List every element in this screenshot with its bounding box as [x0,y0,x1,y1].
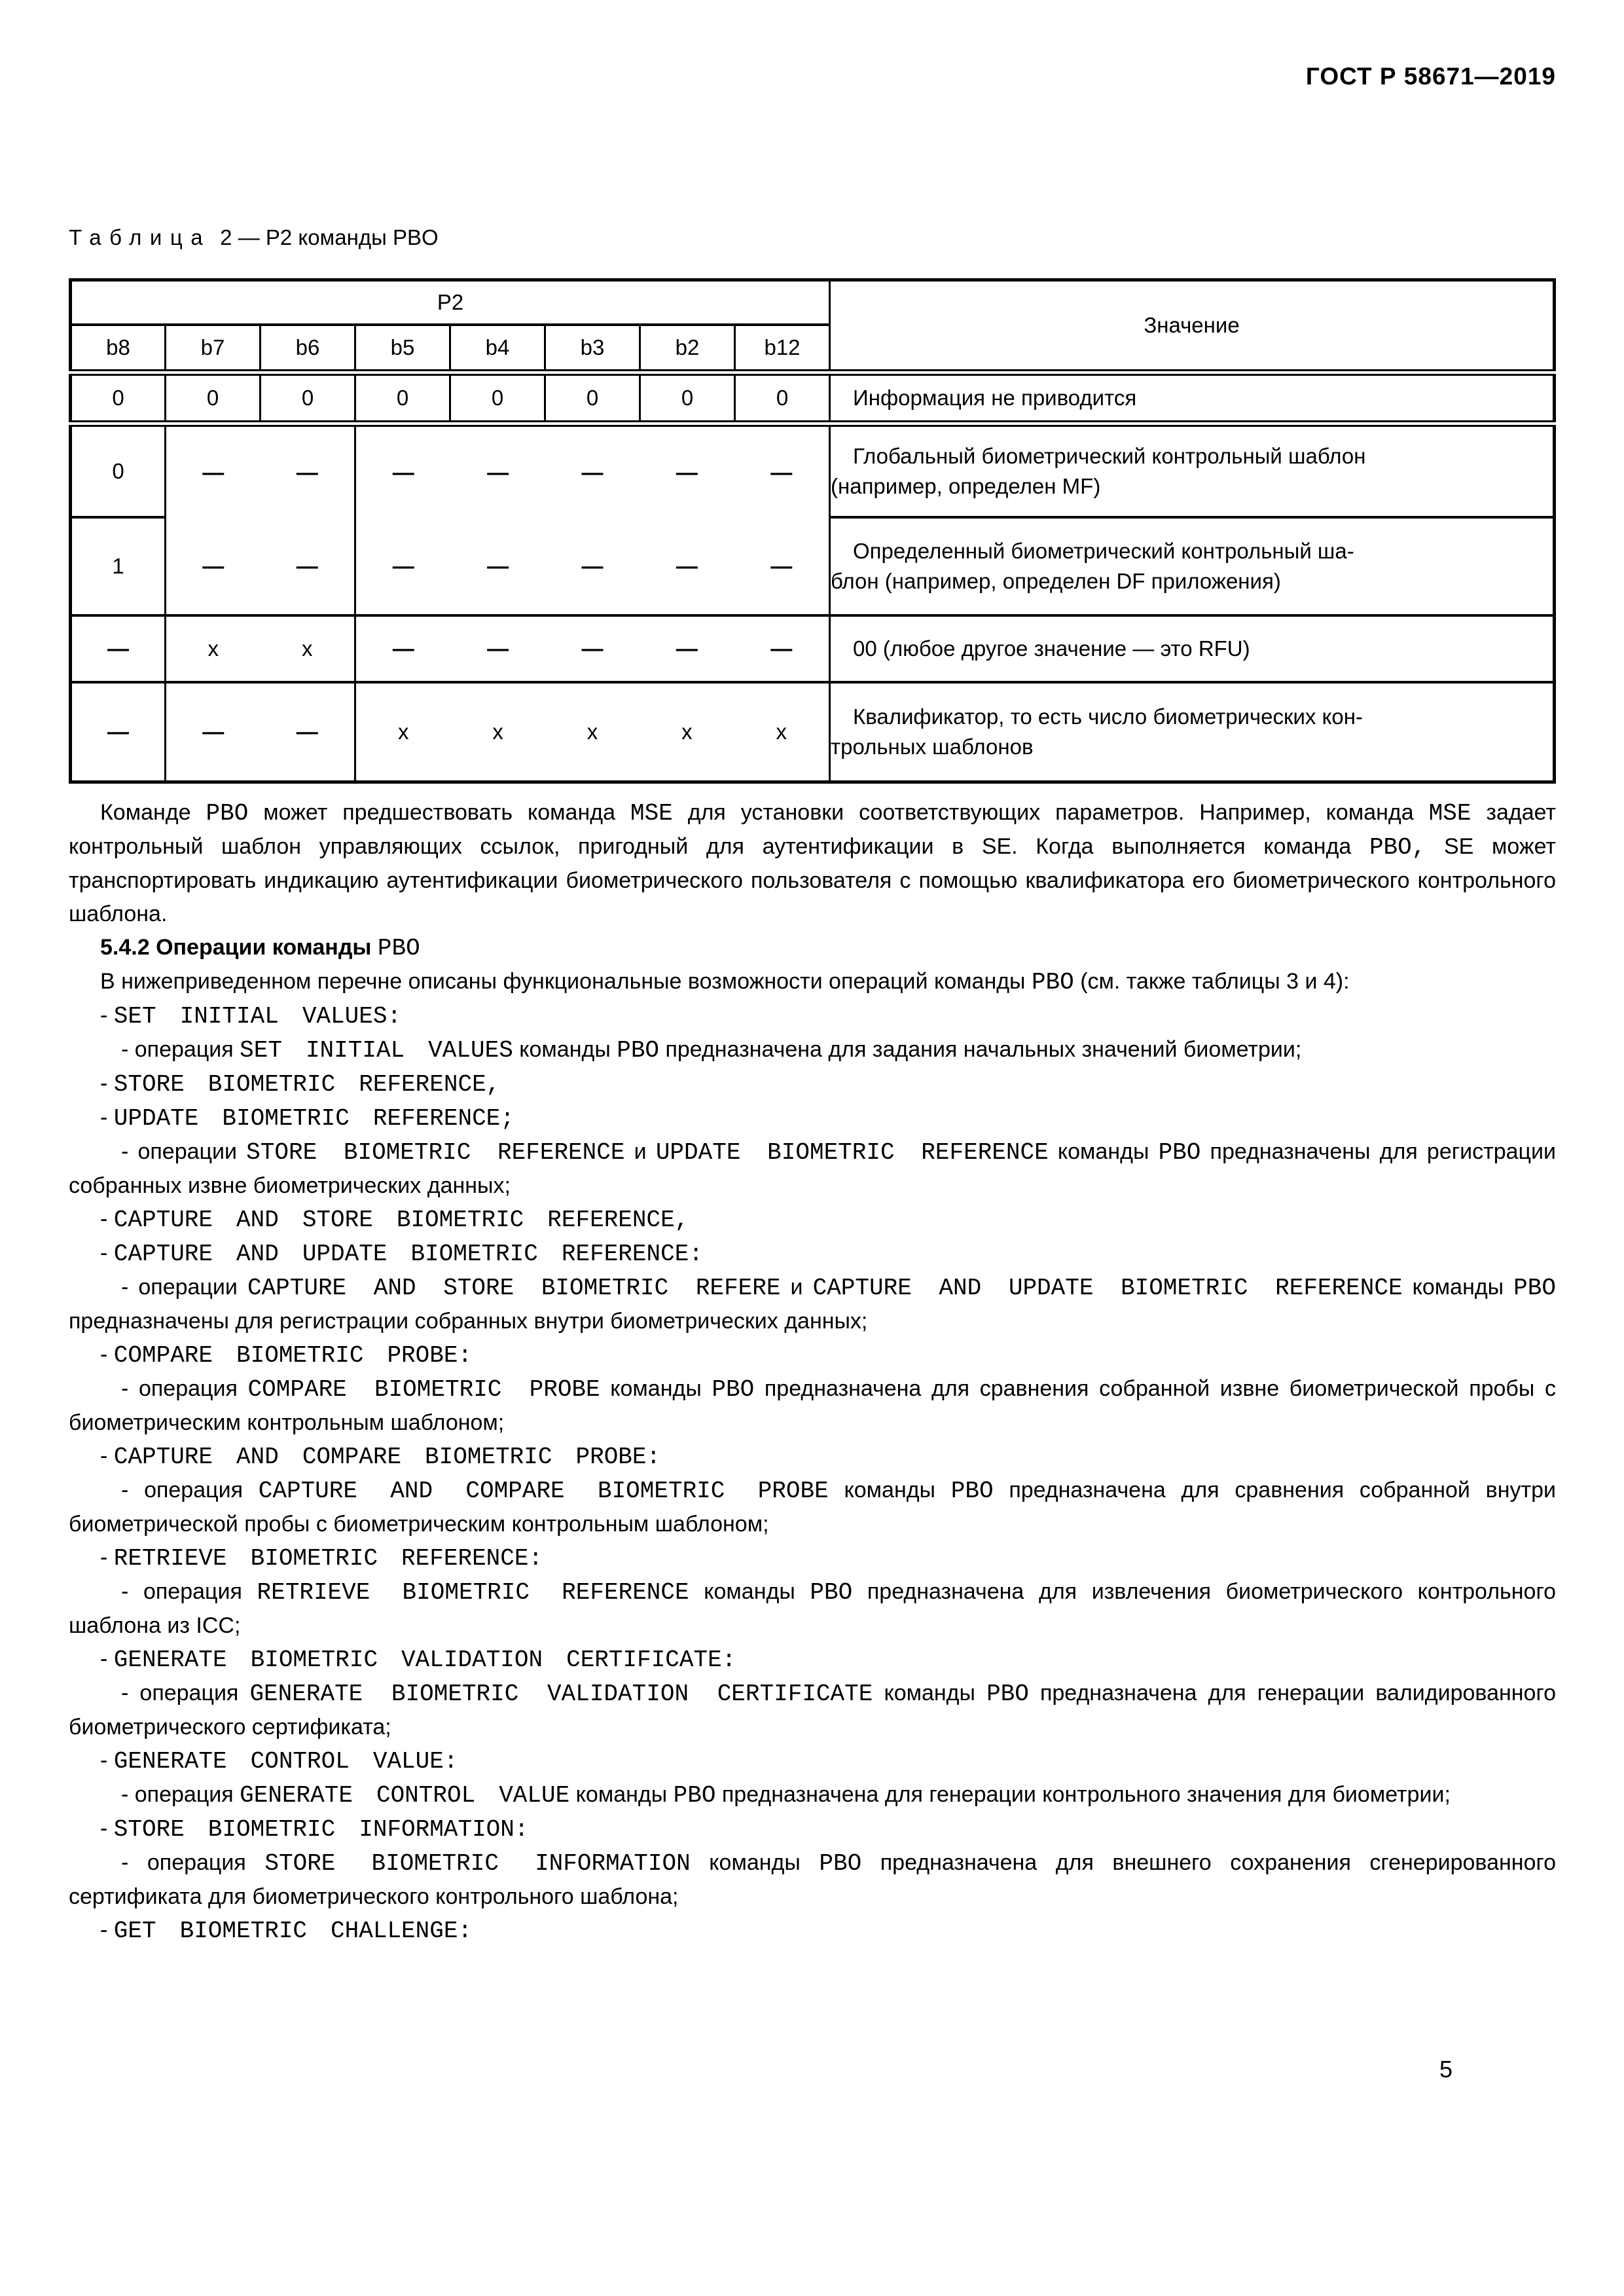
table-caption-rest: 2 — P2 команды PBO [220,225,439,249]
text-run: предназначены для регистрации собранных внутри биометрических данных; [69,1309,868,1334]
bit-cell [71,517,166,615]
mono-run: UPDATE BIOMETRIC REFERENCE; [113,1105,514,1132]
bit-group-cell [355,682,830,782]
list-item-explanation [69,1677,1556,1744]
text-run: - [100,1647,114,1671]
text-run: - [100,1241,114,1266]
list-item-command [69,1203,1556,1237]
text-run: - операция [121,1376,248,1401]
bit-cell [355,373,450,424]
bit-header-b4: b4 [450,325,545,373]
dash-glyph: — [392,554,414,578]
bit-group-cell [355,615,830,682]
bit-value: x [208,636,219,661]
mono-run: PBO, [1369,834,1426,861]
text-run: команды [873,1681,987,1705]
text-run: может предшествовать команда [248,800,630,825]
mono-run: STORE BIOMETRIC REFERENCE, [113,1071,501,1098]
value-cell [830,517,1555,615]
text-run: предназначены для регистрации собранных извне биометрических данных; [69,1139,1556,1198]
dash-glyph: — [770,636,793,661]
section-heading [69,931,1556,965]
merged-dash-cell [355,424,830,615]
dash-glyph: — [296,460,318,484]
mono-run: CAPTURE AND COMPARE BIOMETRIC PROBE [258,1478,829,1504]
bit-value: 0 [681,386,694,410]
text-run: В нижеприведенном перечне описаны функциональные возможности операций команды [100,969,1032,994]
text-run: - [100,1071,114,1096]
list-item-explanation [69,1372,1556,1440]
cell-content [72,636,164,661]
mono-run: GENERATE BIOMETRIC VALIDATION CERTIFICATE: [113,1647,736,1673]
table-row [71,424,1555,517]
text-run: команды [1402,1275,1514,1300]
dash-glyph: — [770,554,793,578]
mono-run: COMPARE BIOMETRIC PROBE [247,1376,600,1403]
text-run: - операция [121,1850,265,1875]
text-run: предназначена для сравнения собранной внутри биометрической пробы с биометрическим контрольным шаблоном; [69,1478,1556,1537]
table-header-group-row [71,280,1555,325]
mono-run: CAPTURE AND UPDATE BIOMETRIC REFERENCE: [113,1241,703,1267]
mono-run: UPDATE BIOMETRIC REFERENCE [655,1139,1049,1166]
mono-run: CAPTURE AND STORE BIOMETRIC REFERE [247,1275,781,1302]
list-item-command [69,1541,1556,1575]
value-text: Информация не приводится [853,386,1137,410]
text-run: команды [690,1850,820,1875]
dash-glyph: — [202,460,225,484]
bit-cell [71,373,166,424]
table-caption [69,225,439,250]
dash-glyph: — [676,636,698,661]
bit-cell [545,373,640,424]
cell-content [356,720,829,744]
bit-cell [735,373,830,424]
bit-cell [71,424,166,517]
dash-glyph: — [107,719,129,744]
bit-cell [450,373,545,424]
mono-run: MSE [630,800,673,827]
bit-value: 0 [586,386,599,410]
bit-cell [640,373,735,424]
bit-value: 0 [112,459,124,484]
text-run: SE может транспортировать индикацию аутентификации биометрического пользователя с помощью квалификатора его биометрического контрольного шаблона. [69,834,1556,926]
text-run: - [100,1207,114,1231]
mono-run: PBO [617,1037,660,1064]
list-item-explanation [69,1135,1556,1203]
bit-header-b5: b5 [355,325,450,373]
mono-run: COMPARE BIOMETRIC PROBE: [113,1342,473,1369]
mono-run: RETRIEVE BIOMETRIC REFERENCE [257,1579,689,1606]
value-text: 00 (любое другое значение — это RFU) [853,636,1250,661]
bit-value: x [302,636,313,661]
text-run: - операция [121,1478,259,1503]
bit-group-cell [71,682,166,782]
value-column-header: Значение [830,280,1555,373]
paragraph [69,965,1556,999]
bit-group-cell [166,682,355,782]
mono-run: PBO [206,800,249,827]
text-run: Команде [100,800,206,825]
text-run: 5.4.2 Операции команды [100,935,378,960]
standard-reference: ГОСТ Р 58671—2019 [1305,63,1556,90]
merged-dash-cell [166,424,355,615]
text-run: - [100,1105,114,1130]
mono-run: GENERATE CONTROL VALUE [240,1782,570,1809]
bit-header-b12: b12 [735,325,830,373]
list-item-command [69,1237,1556,1271]
mono-run: SET INITIAL VALUES: [113,1003,402,1030]
value-cell [830,682,1555,782]
value-cell [830,615,1555,682]
dash-glyph: — [392,460,414,484]
mono-run: PBO [673,1782,716,1809]
table-body [71,373,1555,782]
mono-run: PBO [377,935,420,962]
p2-group-header: P2 [71,280,830,325]
text-run: - [100,1918,114,1942]
text-run: и [624,1139,656,1164]
list-item-command [69,1744,1556,1778]
bit-value: 0 [206,386,219,410]
text-run: - [100,1444,114,1468]
text-run: предназначена для задания начальных значений биометрии; [659,1037,1302,1062]
dash-glyph: — [107,636,129,661]
mono-run: GET BIOMETRIC CHALLENGE: [113,1918,473,1944]
text-run: предназначена для извлечения биометрического контрольного шаблона из ICC; [69,1579,1557,1638]
mono-run: STORE BIOMETRIC INFORMATION [264,1850,691,1877]
table-row [71,373,1555,424]
list-item-command [69,999,1556,1033]
value-cell [830,424,1555,517]
dash-glyph: — [202,554,225,578]
list-item-explanation [69,1778,1556,1812]
bit-value: 0 [301,386,314,410]
cell-content [166,636,354,661]
dash-glyph: — [581,554,604,578]
cell-content [356,636,829,661]
bit-cell [261,373,355,424]
mono-run: RETRIEVE BIOMETRIC REFERENCE: [113,1545,543,1572]
text-run: команды [1048,1139,1159,1164]
bit-header-b8: b8 [71,325,166,373]
list-item-explanation [69,1474,1556,1541]
text-run: команды [513,1037,617,1062]
mono-run: CAPTURE AND UPDATE BIOMETRIC REFERENCE [812,1275,1403,1302]
text-run: - операция [121,1579,257,1604]
mono-run: GENERATE CONTROL VALUE: [113,1748,458,1775]
text-run: - [100,1816,114,1841]
mono-run: PBO [986,1681,1029,1707]
mono-run: PBO [1158,1139,1201,1166]
text-run: предназначена для сравнения собранной извне биометрической пробы с биометрическим контрольным шаблоном; [69,1376,1556,1435]
paragraph [69,796,1556,931]
list-item-command [69,1440,1556,1474]
table-row [71,615,1555,682]
bit-group-cell [71,615,166,682]
list-item-explanation [69,1846,1556,1914]
mono-run: CAPTURE AND STORE BIOMETRIC REFERENCE, [113,1207,689,1233]
text-run: и [780,1275,813,1300]
text-run: команды [689,1579,810,1604]
bit-group-cell [166,615,355,682]
text-run: задает контрольный шаблон управляющих ссылок, пригодный для аутентификации в SE. Когда выполняется команда [69,800,1556,859]
value-cell [830,373,1555,424]
text-run: - операции [121,1275,247,1300]
mono-run: PBO [1513,1275,1556,1302]
list-item-command [69,1643,1556,1677]
bit-value: x [681,719,693,744]
page-number: 5 [1439,2056,1453,2083]
list-item-command [69,1101,1556,1135]
text-run: - операция [121,1037,240,1062]
value-text: Глобальный биометрический контрольный шаблон (например, определен MF) [831,444,1366,499]
dash-line [166,427,354,519]
text-run: для установки соответствующих параметров. Например, команда [672,800,1429,825]
list-item-explanation [69,1271,1556,1338]
bit-value: 0 [396,386,409,410]
dash-glyph: — [487,554,509,578]
mono-run: PBO [712,1376,755,1403]
bit-value: 0 [112,386,124,410]
mono-run: GENERATE BIOMETRIC VALIDATION CERTIFICATE [249,1681,873,1707]
mono-run: PBO [1031,969,1074,996]
mono-run: PBO [810,1579,853,1606]
list-item-command [69,1914,1556,1948]
text-run: (см. также таблицы 3 и 4): [1074,969,1350,994]
text-run: - [100,1545,114,1570]
cell-content [72,720,164,744]
text-run: - операция [121,1782,240,1807]
list-item-command [69,1067,1556,1101]
dash-line [356,519,829,614]
bit-value: x [586,719,598,744]
dash-glyph: — [676,554,698,578]
mono-run: MSE [1428,800,1471,827]
mono-run: PBO [819,1850,862,1877]
list-item-command [69,1812,1556,1846]
mono-run: CAPTURE AND COMPARE BIOMETRIC PROBE: [113,1444,661,1470]
list-item-command [69,1338,1556,1372]
dash-glyph: — [581,460,604,484]
dash-glyph: — [296,719,318,744]
bit-header-b7: b7 [166,325,261,373]
dash-glyph: — [581,636,604,661]
text-run: предназначена для генерации контрольного значения для биометрии; [715,1782,1451,1807]
dash-glyph: — [202,719,225,744]
bit-header-b3: b3 [545,325,640,373]
bit-header-b2: b2 [640,325,735,373]
text-block [69,796,1556,1948]
list-item-explanation [69,1575,1556,1643]
list-item-explanation [69,1033,1556,1067]
bit-value: x [492,719,503,744]
table-caption-word: Таблица [69,225,211,249]
p2-command-table [69,278,1556,784]
dash-glyph: — [296,554,318,578]
text-run: предназначена для генерации валидированного биометрического сертификата; [69,1681,1557,1740]
bit-value: 0 [776,386,789,410]
text-run: команды [828,1478,951,1503]
text-run: - операция [121,1681,250,1705]
mono-run: STORE BIOMETRIC REFERENCE [246,1139,625,1166]
text-run: команды [569,1782,674,1807]
text-run: предназначена для внешнего сохранения сгенерированного сертификата для биометрического контрольного шаблона; [69,1850,1557,1909]
text-run: команды [600,1376,712,1401]
dash-line [356,427,829,519]
table-row [71,682,1555,782]
bit-value: x [776,719,787,744]
mono-run: STORE BIOMETRIC INFORMATION: [113,1816,529,1843]
value-text: Определенный биометрический контрольный ша- блон (например, определен DF приложения) [831,539,1354,594]
value-text: Квалификатор, то есть число биометрических кон- трольных шаблонов [831,704,1363,759]
text-run: - [100,1342,114,1367]
dash-glyph: — [487,636,509,661]
cell-content [166,720,354,744]
text-run: - [100,1748,114,1773]
dash-glyph: — [770,460,793,484]
dash-line [166,519,354,614]
text-run: - операции [121,1139,247,1164]
mono-run: SET INITIAL VALUES [240,1037,513,1064]
dash-glyph: — [487,460,509,484]
text-run: - [100,1003,114,1028]
bit-value: 0 [491,386,504,410]
dash-glyph: — [392,636,414,661]
bit-cell [166,373,261,424]
bit-value: 1 [112,554,124,579]
mono-run: PBO [950,1478,994,1504]
bit-header-b6: b6 [261,325,355,373]
dash-glyph: — [676,460,698,484]
bit-value: x [397,719,409,744]
